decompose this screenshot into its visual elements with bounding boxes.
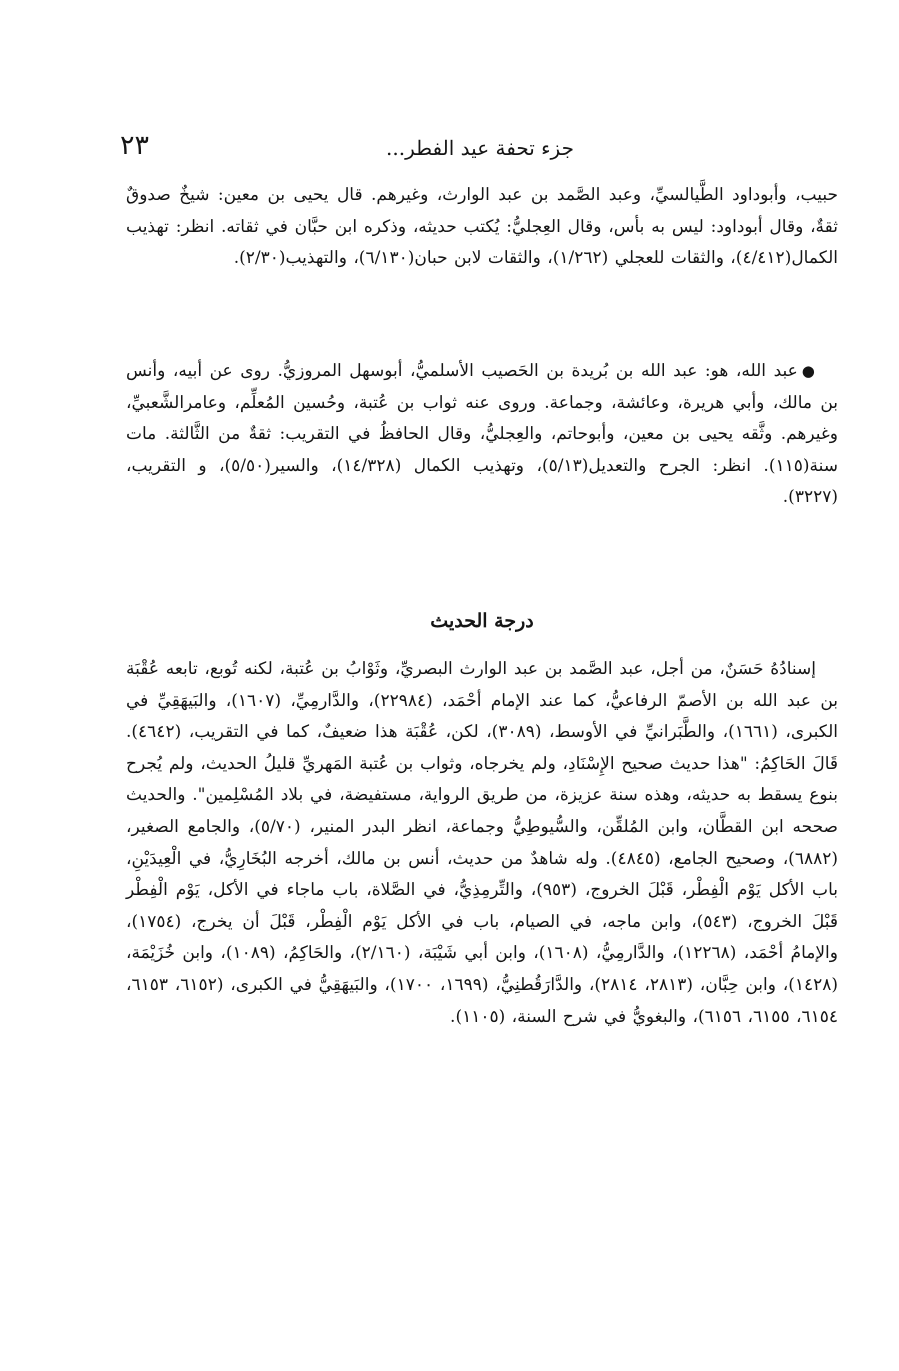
- hadith-grading-paragraph: [126, 654, 838, 1033]
- page-header: [120, 128, 840, 168]
- narrator-note-paragraph: [126, 180, 838, 275]
- paragraph-text: حبيب، وأبوداود الطَّيالسيِّ، وعبد الصَّمد بن عبد الوارث، وغيرهم. قال يحيى بن معين: شيخٌ صدوقٌ ثقةٌ، وقال أبوداود: ليس به بأس، وقال العِجليُّ: يُكتب حديثه، وذكره ابن حبَّان في ثقاته. انظر: تهذيب الكمال(٤/٤١٢)، والثقات للعجلي (١/٢٦٢)، والثقات لابن حبان(٦/١٣٠)، والتهذيب(٢/٣٠).: [126, 185, 838, 269]
- paragraph-text: [126, 356, 838, 514]
- paragraph-text: إسنادُهُ حَسَنٌ، من أجل، عبد الصَّمد بن عبد الوارث البصريِّ، وثَوْابُ بن عُتبة، لكنه تُوبع، تابعه عُقْبَة بن عبد الله بن الأصمّ الرفاعيُّ، كما عند الإمام أحْمَد، (٢٢٩٨٤)، والدَّارمِيِّ، (١٦٠٧)، والبَيهَقِيِّ في الكبرى، (١٦٦١)، والطَّبَرانيِّ في الأوسط، (٣٠٨٩)، لكن، عُقْبَة هذا ضعيفٌ، كما في التقريب، (٤٦٤٢). قَالَ الحَاكِمُ: "هذا حديث صحيح الإِسْنَادِ، ولم يخرجاه، وثواب بن عُتبة المَهريِّ قليلُ الحديث، ولم يُجرح بنوع يسقط به حديثه، وهذه سنة عزيزة، من طريق الرواية، مستفيضة، في بلاد المُسْلِمين". والحديث صححه ابن القطَّان، وابن المُلقِّن، والسُّيوطِيُّ وجماعة، انظر البدر المنير، (٥/٧٠)، والجامع الصغير، (٦٨٨٢)، وصحيح الجامع، (٤٨٤٥). وله شاهدٌ من حديث، أنس بن مالك، أخرجه البُخَارِيُّ، في الْعِيدَيْنِ، باب الأكل يَوْم الْفِطْر، قَبْلَ الخروج، (٩٥٣)، والتِّرمِذِيُّ، في الصَّلاة، باب ماجاء في الأكل، يَوْم الْفِطْر قَبْلَ الخروج، (٥٤٣)، وابن ماجه، في الصيام، باب في الأكل يَوْم الْفِطْر، قَبْلَ أن يخرج، (١٧٥٤)، والإمامُ أحْمَد، (١٢٢٦٨)، والدَّارمِيُّ، (١٦٠٨)، وابن أبي شَيْبَة، (٢/١٦٠)، والحَاكِمُ، (١٠٨٩)، وابن خُزَيْمَة، (١٤٢٨)، وابن حِبَّان، (٢٨١٣، ٢٨١٤)، والدَّارَقُطنِيُّ، (١٦٩٩، ١٧٠٠)، والبَيهَقِيُّ في الكبرى، (٦١٥٢، ٦١٥٣، ٦١٥٤، ٦١٥٥، ٦١٥٦)، والبغويُّ في شرح السنة، (١١٠٥).: [126, 659, 839, 1027]
- section-heading: درجة الحديث: [430, 610, 534, 632]
- bullet-icon: ●: [801, 362, 816, 380]
- biography-text: عبد الله، هو: عبد الله بن بُريدة بن الحَصيب الأسلميُّ، أبوسهل المروزيُّ. روى عن أبيه، وأنس بن مالك، وأبي هريرة، وعائشة، وجماعة. وروى عنه ثواب بن عُتبة، وحُسين المُعلِّم، وعامرالشَّعبيِّ، وغيرهم. وثَّقه يحيى بن معين، وأبوحاتم، والعِجليُّ، وقال الحافظُ في التقريب: ثقةٌ من الثَّالثة. مات سنة(١١٥). انظر: الجرح والتعديل(٥/١٣)، وتهذيب الكمال (١٤/٣٢٨)، والسير(٥/٥٠)، و التقريب، (٣٢٢٧).: [126, 361, 838, 508]
- narrator-biography-paragraph: [126, 356, 838, 514]
- page-number: ٢٣: [120, 130, 150, 161]
- running-title: جزء تحفة عيد الفطر...: [386, 136, 574, 160]
